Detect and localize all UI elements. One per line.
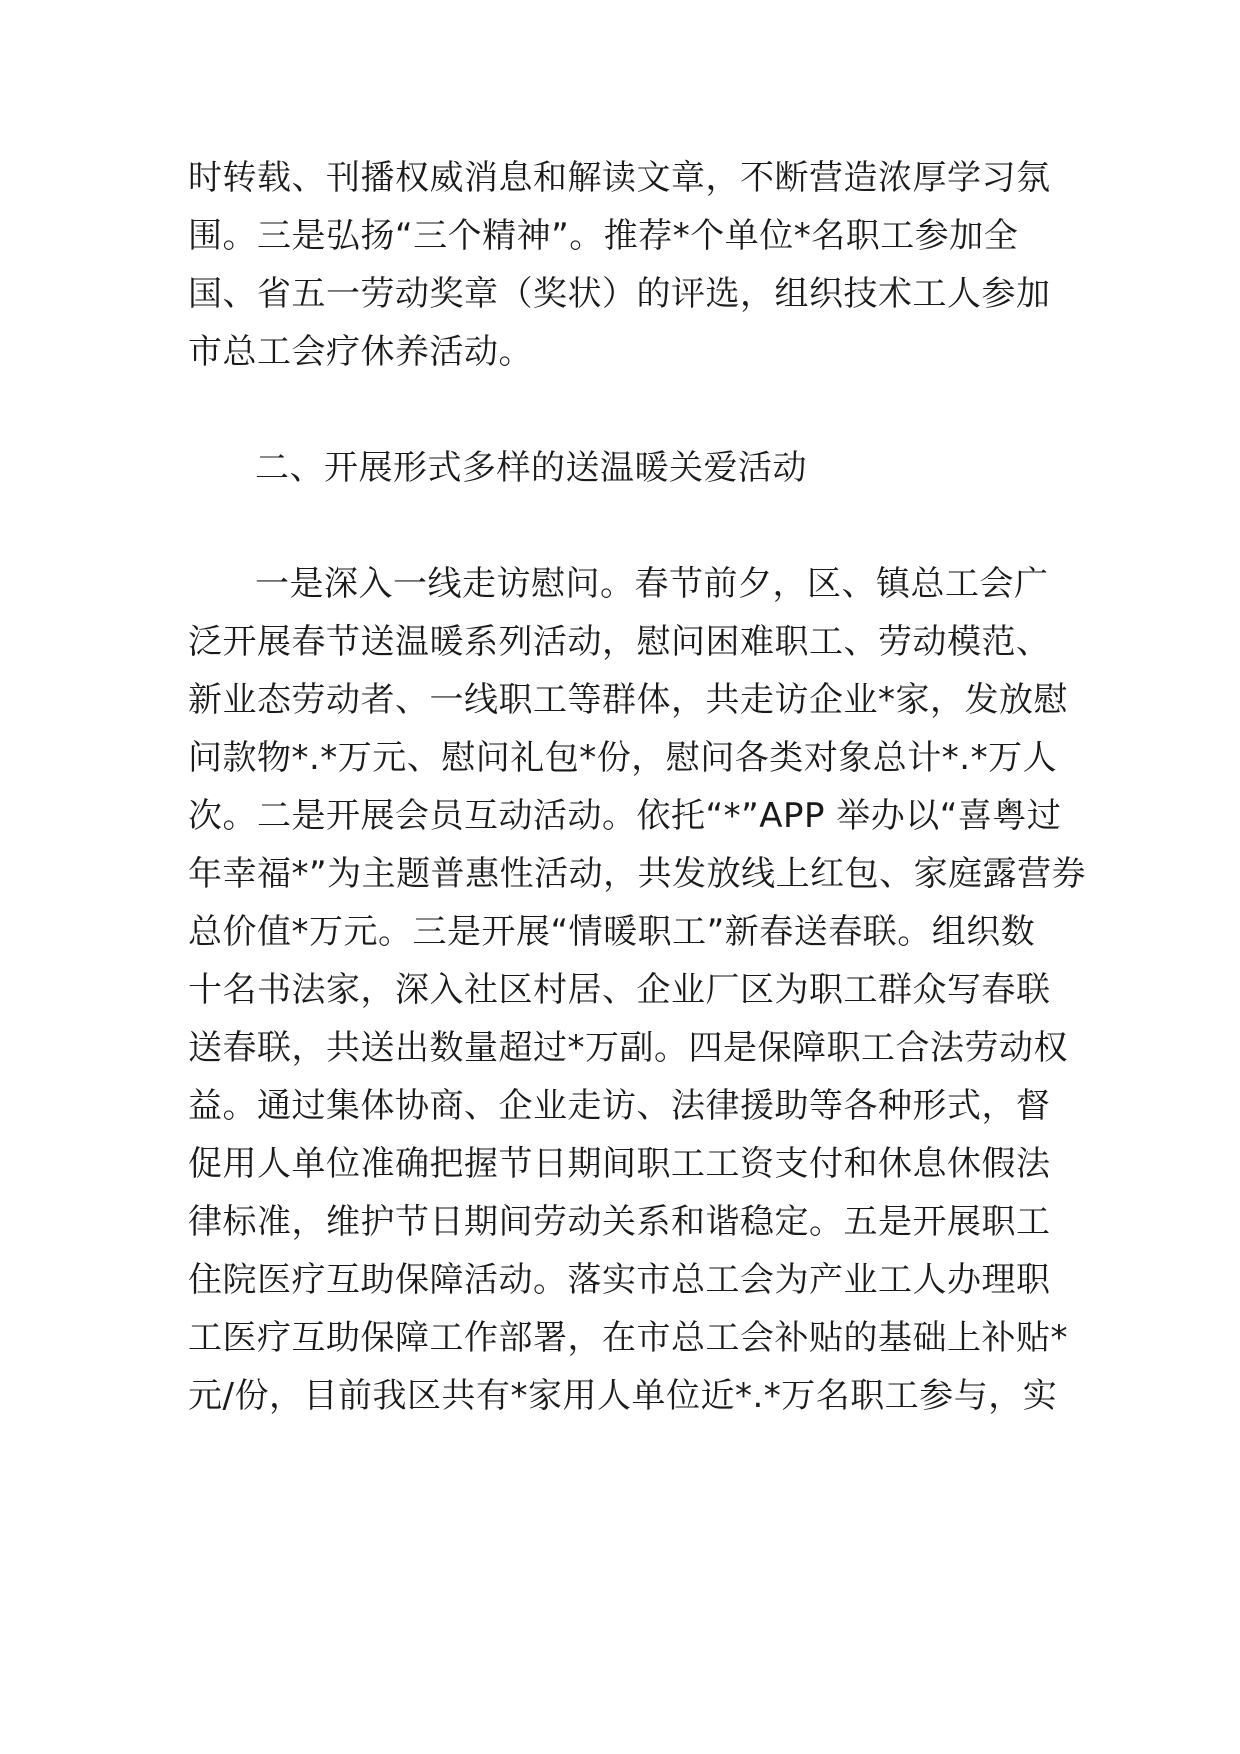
text-line: 问款物*.*万元、慰问礼包*份，慰问各类对象总计*.*万人 (188, 738, 1058, 778)
text-line: 一是深入一线走访慰问。春节前夕，区、镇总工会广 (255, 564, 1049, 604)
text-line: 元/份，目前我区共有*家用人单位近*.*万名职工参与，实 (188, 1376, 1058, 1416)
text-line: 泛开展春节送温暖系列活动，慰问困难职工、劳动模范、 (188, 622, 1051, 662)
text-line: 总价值*万元。三是开展“情暖职工”新春送春联。组织数 (188, 912, 1036, 952)
text-line: 新业态劳动者、一线职工等群体，共走访企业*家，发放慰 (188, 680, 1068, 720)
text-line: 市总工会疗休养活动。 (188, 332, 533, 372)
text-line: 年幸福*”为主题普惠性活动，共发放线上红包、家庭露营券 (188, 854, 1087, 894)
section-heading: 二、开展形式多样的送温暖关爱活动 (255, 448, 807, 488)
text-line: 促用人单位准确把握节日期间职工工资支付和休息休假法 (188, 1144, 1051, 1184)
text-line: 工医疗互助保障工作部署，在市总工会补贴的基础上补贴* (188, 1318, 1068, 1358)
text-line: 十名书法家，深入社区村居、企业厂区为职工群众写春联 (188, 970, 1051, 1010)
text-line: 律标准，维护节日期间劳动关系和谐稳定。五是开展职工 (188, 1202, 1051, 1242)
text-line: 国、省五一劳动奖章（奖状）的评选，组织技术工人参加 (188, 274, 1051, 314)
text-line: 益。通过集体协商、企业走访、法律援助等各种形式，督 (188, 1086, 1051, 1126)
text-line: 送春联，共送出数量超过*万副。四是保障职工合法劳动权 (188, 1028, 1068, 1068)
text-line: 围。三是弘扬“三个精神”。推荐*个单位*名职工参加全 (188, 216, 1019, 256)
text-line: 住院医疗互助保障活动。落实市总工会为产业工人办理职 (188, 1260, 1051, 1300)
text-line: 次。二是开展会员互动活动。依托“*”APP 举办以“喜粤过 (188, 796, 1062, 836)
text-line: 时转载、刊播权威消息和解读文章，不断营造浓厚学习氛 (188, 158, 1051, 198)
